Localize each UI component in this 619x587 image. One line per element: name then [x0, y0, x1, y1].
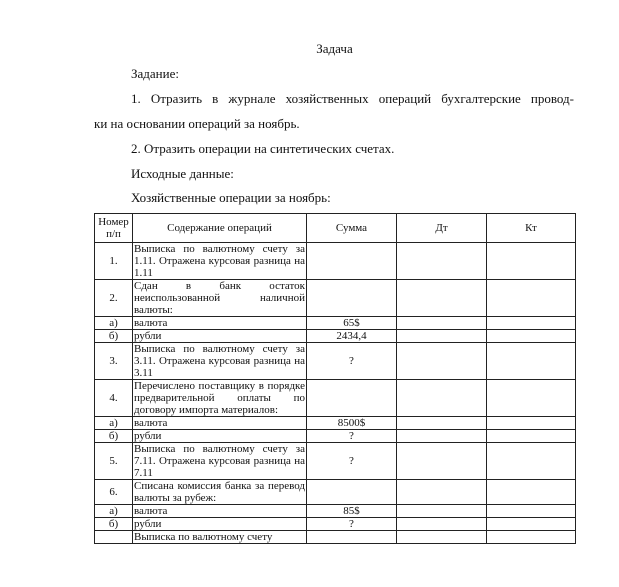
- row-debit: [397, 243, 487, 280]
- table-row: [95, 243, 576, 280]
- row-number: б): [95, 518, 133, 531]
- row-credit: [487, 443, 576, 480]
- row-credit: [487, 531, 576, 544]
- row-credit: [487, 280, 576, 317]
- row-number: 3.: [95, 343, 133, 380]
- row-debit: [397, 531, 487, 544]
- table-row: [95, 518, 576, 531]
- table-row: [95, 417, 576, 430]
- row-amount: [307, 531, 397, 544]
- row-description: Выписка по валютному счету: [133, 531, 307, 544]
- row-description: Выписка по валютному счету за 7.11. Отражена курсовая разница на 7.11: [134, 443, 305, 479]
- row-amount: 8500$: [307, 417, 397, 430]
- table-row: [95, 330, 576, 343]
- row-amount: ?: [307, 430, 397, 443]
- row-number: [95, 531, 133, 544]
- row-amount: ?: [307, 343, 397, 380]
- row-debit: [397, 443, 487, 480]
- row-credit: [487, 343, 576, 380]
- row-description: Списана комиссия банка за перевод валюты за рубеж:: [134, 480, 305, 504]
- table-row: [95, 443, 576, 480]
- table-row: [95, 280, 576, 317]
- row-debit: [397, 280, 487, 317]
- task-heading: Задание:: [131, 66, 179, 81]
- row-debit: [397, 480, 487, 505]
- row-debit: [397, 317, 487, 330]
- row-credit: [487, 317, 576, 330]
- row-description: рубли: [133, 330, 307, 343]
- table-row: [95, 317, 576, 330]
- header-credit: Кт: [487, 214, 576, 243]
- header-debit: Дт: [397, 214, 487, 243]
- row-number: а): [95, 417, 133, 430]
- row-number: 5.: [95, 443, 133, 480]
- row-debit: [397, 343, 487, 380]
- row-description: рубли: [133, 518, 307, 531]
- row-number: 4.: [95, 380, 133, 417]
- row-debit: [397, 417, 487, 430]
- row-debit: [397, 505, 487, 518]
- row-credit: [487, 505, 576, 518]
- row-description: Перечислено поставщику в порядке предварительной оплаты по договору импорта материалов:: [134, 380, 305, 416]
- row-amount: 65$: [307, 317, 397, 330]
- header-number: Номер п/п: [95, 214, 133, 243]
- row-number: а): [95, 317, 133, 330]
- row-amount: 85$: [307, 505, 397, 518]
- row-credit: [487, 243, 576, 280]
- row-debit: [397, 430, 487, 443]
- row-number: б): [95, 430, 133, 443]
- row-amount: [307, 380, 397, 417]
- row-credit: [487, 518, 576, 531]
- row-number: а): [95, 505, 133, 518]
- source-data-heading: Исходные данные:: [131, 166, 234, 181]
- header-description: Содержание операций: [133, 214, 307, 243]
- row-number: 6.: [95, 480, 133, 505]
- row-description: рубли: [133, 430, 307, 443]
- task-item-1: 1. Отразить в журнале хозяйственных операций бухгалтерские провод-: [131, 91, 574, 106]
- document-title: Задача: [316, 41, 353, 56]
- row-description: Сдан в банк остаток неиспользованной наличной валюты:: [134, 280, 305, 316]
- table-row: [95, 343, 576, 380]
- row-debit: [397, 518, 487, 531]
- table-row: [95, 480, 576, 505]
- row-amount: ?: [307, 443, 397, 480]
- row-number: 1.: [95, 243, 133, 280]
- row-amount: ?: [307, 518, 397, 531]
- task-item-1-continuation: ки на основании операций за ноябрь.: [94, 116, 300, 131]
- row-description: валюта: [133, 505, 307, 518]
- operations-table: [94, 213, 576, 544]
- row-credit: [487, 417, 576, 430]
- row-description: валюта: [133, 317, 307, 330]
- row-credit: [487, 330, 576, 343]
- row-amount: [307, 280, 397, 317]
- table-row: [95, 531, 576, 544]
- table-row: [95, 380, 576, 417]
- table-row: [95, 505, 576, 518]
- row-amount: [307, 480, 397, 505]
- task-item-2: 2. Отразить операции на синтетических счетах.: [131, 141, 395, 156]
- row-amount: [307, 243, 397, 280]
- row-debit: [397, 330, 487, 343]
- table-header-row: [95, 214, 576, 243]
- row-debit: [397, 380, 487, 417]
- row-description: Выписка по валютному счету за 1.11. Отражена курсовая разница на 1.11: [134, 243, 305, 279]
- header-amount: Сумма: [307, 214, 397, 243]
- row-number: 2.: [95, 280, 133, 317]
- row-description: валюта: [133, 417, 307, 430]
- row-number: б): [95, 330, 133, 343]
- row-credit: [487, 480, 576, 505]
- operations-heading: Хозяйственные операции за ноябрь:: [131, 190, 331, 205]
- row-credit: [487, 380, 576, 417]
- row-description: Выписка по валютному счету за 3.11. Отражена курсовая разница на 3.11: [134, 343, 305, 379]
- row-credit: [487, 430, 576, 443]
- table-row: [95, 430, 576, 443]
- row-amount: 2434,4: [307, 330, 397, 343]
